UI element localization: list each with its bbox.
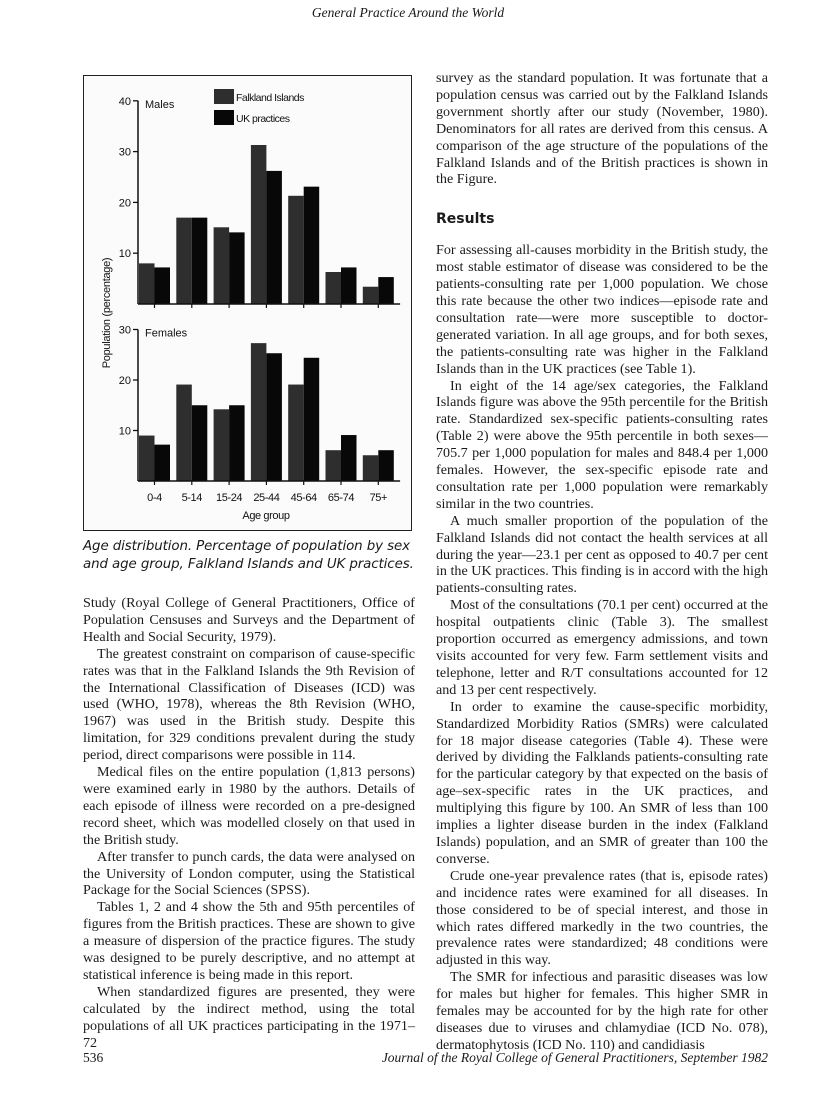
left-column bbox=[83, 595, 415, 1051]
bar-uk-15-24 bbox=[229, 405, 245, 481]
x-tick-label: 0-4 bbox=[147, 492, 162, 504]
bar-falkland-25-44 bbox=[251, 343, 267, 481]
bar-uk-25-44 bbox=[266, 171, 282, 304]
y-tick-label: 10 bbox=[118, 248, 131, 261]
bar-falkland-15-24 bbox=[214, 409, 230, 481]
paragraph: In order to examine the cause-specific morbidity, Standardized Morbidity Ratios (SMRs) were calculated for 18 major disease categories (Table 4). These were derived by dividing the Falklands patients-consulting rate for the particular category by that expected on the basis of age–sex-specific rates in the UK practices, and multiplying this figure by 100. An SMR of less than 100 implies a lighter disease burden in the index (Falkland Islands) population, and an SMR of greater than 100 the converse. bbox=[436, 698, 768, 867]
bar-falkland-5-14 bbox=[176, 218, 192, 304]
bar-uk-45-64 bbox=[304, 358, 320, 481]
legend-label-uk: UK practices bbox=[236, 113, 290, 125]
right-column bbox=[436, 70, 768, 1054]
paragraph: Most of the consultations (70.1 per cent) occurred at the hospital outpatients clinic (Table 3). The smallest proportion occurred as emergency admissions, and town visits accounted for very few. Farm settlement visits and telephone, letter and R/T consultations accounted for 12 and 13 per cent respectively. bbox=[436, 597, 768, 698]
paragraph: When standardized figures are presented, they were calculated by the indirect method, using the total populations of all UK practices participating in the 1971–72 bbox=[83, 983, 415, 1051]
legend-swatch-falkland bbox=[214, 89, 234, 104]
bar-uk-15-24 bbox=[229, 232, 245, 304]
paragraph: For assessing all-causes morbidity in the British study, the most stable estimator of disease was considered to be the patients-consulting rate per 1,000 population. We chose this rate because the other two indices—episode rate and consultation rate—were more susceptible to doctor-generated variation. In all age groups, and for both sexes, the patients-consulting rate was higher in the Falkland Islands than in the UK practices (see Table 1). bbox=[436, 242, 768, 377]
bar-falkland-0-4 bbox=[139, 436, 155, 481]
bar-falkland-5-14 bbox=[176, 385, 192, 481]
bar-uk-0-4 bbox=[155, 445, 171, 481]
x-tick-label: 45-64 bbox=[290, 492, 317, 504]
paragraph: The greatest constraint on comparison of cause-specific rates was that in the Falkland Islands the 9th Revision of the International Classification of Diseases (ICD) was used (WHO, 1978), whereas the 8th Revision (WHO, 1967) was used in the British study. Despite this limitation, for 329 conditions prevalent during the study period, direct comparisons were possible in 114. bbox=[83, 645, 415, 764]
x-axis-label: Age group bbox=[242, 510, 290, 522]
bar-falkland-75+ bbox=[363, 455, 379, 481]
page-number: 536 bbox=[83, 1050, 104, 1065]
y-tick-label: 40 bbox=[118, 95, 131, 108]
bar-falkland-0-4 bbox=[139, 263, 155, 304]
paragraph: Study (Royal College of General Practitioners, Office of Population Censuses and Surveys and the Department of Health and Social Security, 1979). bbox=[83, 595, 415, 645]
y-tick-label: 30 bbox=[118, 146, 131, 159]
paragraph: Crude one-year prevalence rates (that is, episode rates) and incidence rates were examined for all diseases. In those considered to be of special interest, and those in which rates differed markedly in the two countries, the prevalence rates were standardized; 48 conditions were adjusted in this way. bbox=[436, 867, 768, 969]
paragraph: After transfer to punch cards, the data were analysed on the University of London computer, using the Statistical Package for the Social Sciences (SPSS). bbox=[83, 848, 415, 899]
panel-title-males: Males bbox=[145, 98, 175, 111]
paragraph: In eight of the 14 age/sex categories, the Falkland Islands figure was above the 95th percentile for the British rate. Standardized sex-specific patients-consulting rates (Table 2) were above the 95th percentile in both sexes—705.7 per 1,000 population for males and 848.4 per 1,000 females. However, the sex-specific episode rate and consultation rate per 1,000 population were remarkably similar in the two countries. bbox=[436, 377, 768, 512]
bar-uk-0-4 bbox=[155, 267, 171, 304]
journal-citation: Journal of the Royal College of General Practitioners, September 1982 bbox=[381, 1050, 768, 1065]
bar-uk-45-64 bbox=[304, 187, 320, 304]
x-tick-label: 65-74 bbox=[327, 492, 355, 504]
running-head: General Practice Around the World bbox=[311, 5, 505, 20]
legend-swatch-uk bbox=[214, 110, 234, 125]
bar-uk-75+ bbox=[378, 450, 394, 481]
bar-falkland-15-24 bbox=[214, 227, 230, 304]
x-tick-label: 15-24 bbox=[216, 492, 243, 504]
bar-uk-25-44 bbox=[266, 353, 282, 481]
bar-uk-65-74 bbox=[341, 435, 357, 481]
paragraph: survey as the standard population. It was fortunate that a population census was carried out by the Falkland Islands government shortly after our study (November, 1980). Denominators for all rates are derived from this census. A comparison of the age structure of the populations of the Falkland Islands and of the British practices is shown in the Figure. bbox=[436, 70, 768, 188]
bar-falkland-75+ bbox=[363, 287, 379, 304]
bar-falkland-25-44 bbox=[251, 145, 267, 304]
bar-falkland-45-64 bbox=[288, 385, 304, 481]
y-tick-label: 30 bbox=[118, 324, 131, 337]
y-axis-label: Population (percentage) bbox=[101, 257, 113, 369]
legend-label-falkland: Falkland Islands bbox=[236, 92, 304, 104]
bar-falkland-45-64 bbox=[288, 196, 304, 304]
y-tick-label: 10 bbox=[118, 425, 131, 438]
y-tick-label: 20 bbox=[118, 197, 131, 210]
bar-falkland-65-74 bbox=[326, 272, 342, 304]
paragraph: The SMR for infectious and parasitic diseases was low for males but higher for females. This higher SMR in females may be accounted for by the high rate for other diseases due to viruses and chlamydiae (ICD No. 078), dermatophytosis (ICD No. 110) and candidiasis bbox=[436, 969, 768, 1053]
y-tick-label: 20 bbox=[118, 375, 131, 387]
bar-uk-65-74 bbox=[341, 267, 357, 304]
panel-title-females: Females bbox=[145, 327, 188, 340]
paragraph: A much smaller proportion of the population of the Falkland Islands did not contact the health services at all during the year—23.1 per cent as opposed to 40.7 per cent in the UK practices. This finding is in accord with the high patients-consulting rates. bbox=[436, 512, 768, 597]
bar-uk-5-14 bbox=[192, 405, 208, 481]
x-tick-label: 5-14 bbox=[181, 492, 203, 504]
paragraph: Tables 1, 2 and 4 show the 5th and 95th percentiles of figures from the British practices. These are shown to give a measure of dispersion of the practice figures. The study was designed to be purely descriptive, and no attempt at statistical inference is being made in this report. bbox=[83, 899, 415, 983]
x-tick-label: 75+ bbox=[369, 492, 388, 504]
paragraph: Medical files on the entire population (1,813 persons) were examined early in 1980 by the authors. Details of each episode of illness were recorded on a pre-designed record sheet, which was modelled closely on that used in the British study. bbox=[83, 764, 415, 848]
age-distribution-chart bbox=[83, 75, 412, 531]
x-tick-label: 25-44 bbox=[253, 492, 280, 504]
bar-uk-5-14 bbox=[192, 218, 208, 304]
figure-caption: Age distribution. Percentage of population by sex and age group, Falkland Islands and UK practices. bbox=[83, 539, 414, 572]
bar-uk-75+ bbox=[378, 277, 394, 304]
bar-falkland-65-74 bbox=[326, 450, 342, 481]
section-heading-results: Results bbox=[436, 211, 495, 228]
